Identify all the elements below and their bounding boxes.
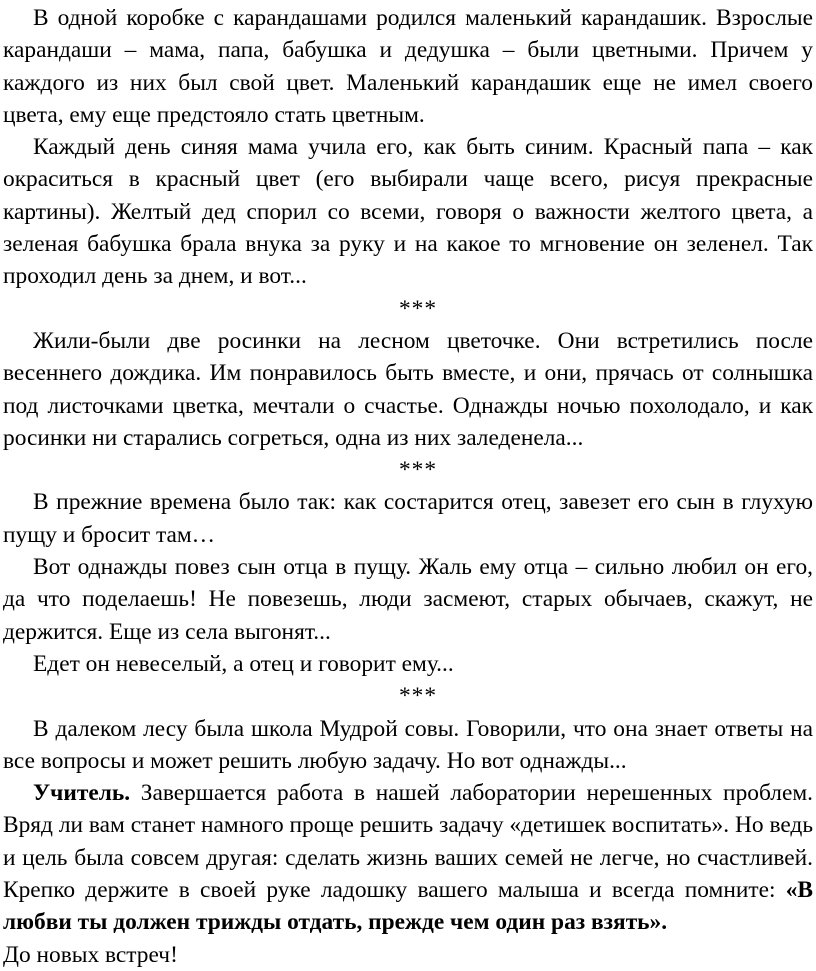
paragraph-owl-school: В далеком лесу была школа Мудрой совы. Говорили, что она знает ответы на все вопросы и может решить любую задачу. Но вот однажды...	[3, 715, 813, 774]
teacher-label: Учитель.	[33, 780, 131, 807]
paragraph-teacher-conclusion	[3, 777, 813, 938]
section-separator: ***	[398, 295, 438, 322]
teacher-text: Завершается работа в нашей лаборатории нерешенных проблем. Вряд ли вам станет намного проще решить задачу «детишек воспитать». Но ведь и цель была совсем другая: сделать жизнь ваших семей не легче, но счастливей. Крепко держите в своей руке ладошку вашего малыша и всегда помните:	[3, 780, 813, 904]
paragraph-riding-sad: Едет он невеселый, а отец и говорит ему...	[33, 650, 454, 677]
teacher-quote: «В любви ты должен трижды отдать, прежде чем один раз взять».	[3, 877, 813, 936]
paragraph-dewdrops-story: Жили-были две росинки на лесном цветочке. Они встретились после весеннего дождика. Им понравилось быть вместе, и они, прячась от солнышка под листочками цветка, мечтали о счастье. Однажды ночью похолодало, и как росинки ни старались согреться, одна из них заледенела...	[3, 327, 813, 451]
paragraph-farewell: До новых встреч!	[3, 941, 178, 968]
paragraph-pencil-colors: Каждый день синяя мама учила его, как быть синим. Красный папа – как окраситься в красный цвет (его выбирали чаще всего, рисуя прекрасные картины). Желтый дед спорил со всеми, говоря о важности желтого цвета, а зеленая бабушка брала внука за руку и на какое то мгновение он зеленел. Так проходил день за днем, и вот...	[3, 134, 813, 290]
section-separator: ***	[398, 457, 438, 484]
paragraph-son-and-father: Вот однажды повез сын отца в пущу. Жаль ему отца – сильно любил он его, да что поделаешь! Не повезешь, люди засмеют, старых обычаев, скажут, не держится. Еще из села выгонят...	[3, 554, 813, 645]
paragraph-pencil-story: В одной коробке с карандашами родился маленький карандашик. Взрослые карандаши – мама, папа, бабушка и дедушка – были цветными. Причем у каждого из них был свой цвет. Маленький карандашик еще не имел своего цвета, ему еще предстояло стать цветным.	[3, 5, 813, 128]
section-separator: ***	[398, 683, 438, 710]
paragraph-old-times: В прежние времена было так: как состарится отец, завезет его сын в глухую пущу и бросит там…	[3, 489, 813, 548]
document-page	[3, 0, 813, 971]
